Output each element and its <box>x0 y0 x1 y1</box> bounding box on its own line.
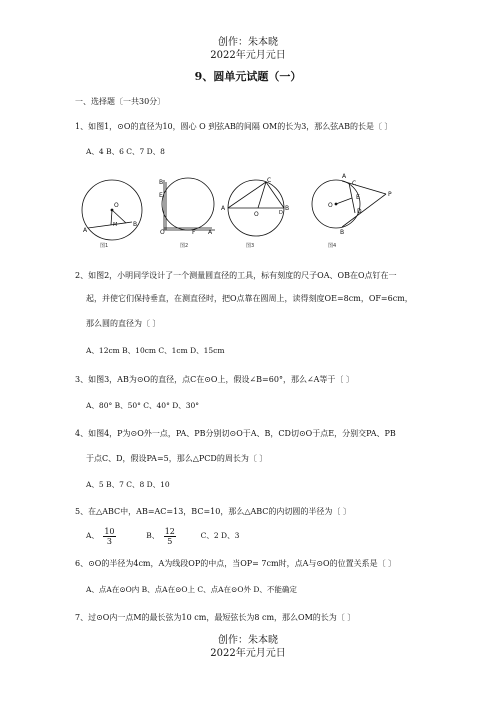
fig4-label-a: A <box>342 173 347 180</box>
q5-option-b-fraction <box>164 527 176 546</box>
question-1: 1、如图1，⊙O的直径为10，圆心 O 到弦AB的间隔 OM的长为3，那么弦AB的长是〔 〕 <box>75 122 393 131</box>
fig2-label-f: F <box>192 229 196 236</box>
fig3-label-a: A <box>221 205 226 212</box>
figure-2 <box>162 178 215 230</box>
fig2-label-o: O <box>160 229 165 236</box>
q5-b-numerator: 12 <box>164 526 175 536</box>
fig2-caption: 图2 <box>180 243 189 249</box>
q5-options-rest: C、2 D、3 <box>200 531 240 540</box>
fig1-caption: 图1 <box>100 243 109 249</box>
fig1-label-b: B <box>133 221 138 228</box>
question-1-options: A、4 B、6 C、7 D、8 <box>86 147 165 156</box>
fig4-label-d: D <box>357 208 362 215</box>
fig3-caption: 图3 <box>246 243 255 249</box>
fig4-label-b: B <box>340 229 345 236</box>
fig4-label-e: E <box>356 194 360 201</box>
question-2: 2、如图2，小明同学设计了一个测量圆直径的工具，标有刻度的尺子OA、OB在O点钉在一 <box>75 271 397 280</box>
question-5-options <box>86 526 239 546</box>
question-6-options: A、点A在⊙O内 B、点A在⊙O上 C、点A在⊙O外 D、不能确定 <box>86 585 297 594</box>
question-3-options: A、80° B、50° C、40° D、30° <box>86 401 200 410</box>
question-4: 4、如图4，P为⊙O外一点，PA、PB分别切⊙O于A、B，CD切⊙O于点E，分别交PA、PB <box>75 429 396 438</box>
fig3-label-c: C <box>267 177 272 184</box>
fig1-label-m: M <box>113 222 118 228</box>
question-2-line2: 起，并使它们保持垂直，在测直径时，把O点靠在圆周上，读得刻度OE=8cm，OF=6cm， <box>86 294 413 303</box>
q5-a-denominator: 3 <box>106 536 112 546</box>
q5-option-a-fraction <box>103 527 115 546</box>
question-5: 5、在△ABC中，AB=AC=13，BC=10，那么△ABC的内切圆的半径为〔 〕 <box>75 507 351 516</box>
fig2-label-a: A <box>208 229 213 236</box>
question-4-options: A、5 B、7 C、8 D、10 <box>86 480 170 489</box>
figure-1 <box>82 180 142 240</box>
header-author: 创作：朱本晓 <box>218 37 278 48</box>
fig2-label-b: B <box>159 179 164 186</box>
q5-b-denominator: 5 <box>167 536 173 546</box>
q5-a-numerator: 10 <box>104 526 115 536</box>
fig2-label-e: E <box>159 192 163 199</box>
question-3: 3、如图3，AB为⊙O的直径，点C在⊙O上，假设∠B=60°，那么∠A等于〔 〕 <box>75 375 354 384</box>
fig3-label-o: O <box>254 211 259 218</box>
q5-option-a-label: A、 <box>86 531 99 540</box>
figure-4 <box>312 180 386 228</box>
footer-date: 2022年元月元日 <box>210 648 286 659</box>
figure-3 <box>228 180 284 236</box>
question-4-line2: 于点C、D，假设PA=5，那么△PCD的周长为〔 〕 <box>86 454 268 463</box>
question-2-line3: 那么圆的直径为〔 〕 <box>86 319 161 328</box>
fig1-label-a: A <box>83 227 88 234</box>
question-6: 6、⊙O的半径为4cm，A为线段OP的中点，当OP= 7cm时，点A与⊙O的位置关系是〔 〕 <box>75 559 397 568</box>
question-2-options: A、12cm B、10cm C、1cm D、15cm <box>86 346 225 355</box>
q5-option-b-label: B、 <box>146 531 160 540</box>
fig1-label-o: O <box>114 202 119 209</box>
fig4-caption: 图4 <box>328 243 337 249</box>
fig3-label-d: D <box>279 210 283 216</box>
fig4-label-o: O <box>328 202 333 209</box>
page-title: 9、圆单元试题（一） <box>194 70 302 83</box>
header-date: 2022年元月元日 <box>210 50 286 61</box>
fig4-label-p: P <box>388 191 392 198</box>
section-heading: 一、选择题〔一共30分〕 <box>75 97 166 106</box>
fig3-label-b: B <box>285 205 290 212</box>
footer-author: 创作：朱本晓 <box>218 635 278 646</box>
figures-row <box>80 168 420 250</box>
question-7: 7、过⊙O内一点M的最长弦为10 cm，最短弦长为8 cm，那么OM的长为〔 〕 <box>75 613 356 622</box>
fig4-label-c: C <box>352 180 357 187</box>
